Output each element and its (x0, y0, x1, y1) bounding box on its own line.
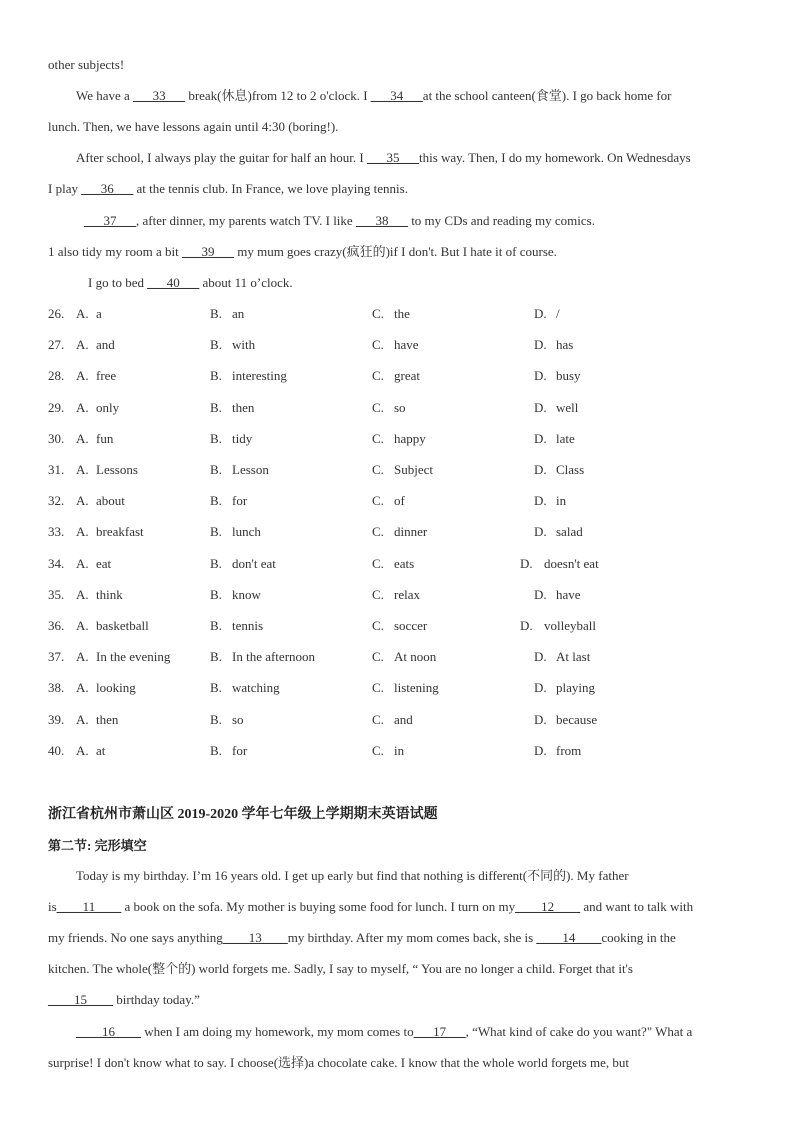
option-label: D. (534, 649, 547, 665)
option-label: B. (210, 524, 222, 540)
option-label: A. (76, 742, 89, 758)
option-label: C. (372, 586, 384, 602)
text-segment: 1 also tidy my room a bit (48, 244, 182, 259)
text-segment: to my CDs and reading my comics. (407, 213, 595, 228)
option-label: C. (372, 742, 384, 758)
option-label: C. (372, 368, 384, 384)
option-label: B. (210, 649, 222, 665)
option-c: dinner (394, 524, 428, 540)
question-number: 28. (48, 368, 65, 384)
option-label: B. (210, 618, 222, 633)
option-a: basketball (96, 618, 149, 633)
option-c: At noon (394, 649, 437, 665)
question-number: 40. (48, 742, 65, 758)
blank: ___38___ (355, 213, 408, 228)
text-segment: After school, I always play the guitar for half an hour. I (76, 150, 367, 165)
question-row (48, 587, 748, 603)
question-row (48, 649, 748, 665)
option-b: know (232, 586, 261, 602)
option-b: lunch (232, 524, 261, 540)
question-number: 29. (48, 399, 65, 415)
option-label: D. (520, 555, 533, 571)
option-a: Lessons (96, 462, 138, 477)
option-c: eats (394, 555, 415, 571)
text-line (48, 899, 693, 915)
option-label: D. (534, 462, 547, 477)
blank: ____14____ (536, 930, 602, 945)
option-label: A. (76, 680, 89, 696)
option-a: only (96, 399, 120, 415)
option-a: In the evening (96, 649, 171, 665)
text-line (76, 150, 691, 166)
option-b: so (232, 711, 244, 727)
blank: ___39___ (181, 244, 234, 259)
question-number: 33. (48, 524, 65, 540)
text-segment: about 11 o’clock. (199, 275, 293, 290)
question-number: 26. (48, 306, 65, 321)
blank: ____16____ (76, 1024, 141, 1039)
option-a: free (96, 368, 117, 384)
option-label: D. (534, 586, 547, 602)
text-line (76, 88, 672, 104)
option-b: tennis (232, 618, 264, 633)
option-label: D. (534, 430, 547, 446)
question-row (48, 306, 748, 322)
option-label: D. (534, 524, 547, 540)
option-a: eat (96, 555, 112, 571)
text-line (88, 275, 293, 291)
question-row (48, 400, 748, 416)
option-d: because (556, 711, 598, 727)
text-line (48, 930, 676, 946)
option-d: late (556, 430, 575, 446)
section-title: 浙江省杭州市萧山区 2019-2020 学年七年级上学期期末英语试题 (48, 807, 438, 822)
question-number: 31. (48, 462, 65, 477)
question-row (48, 618, 748, 634)
question-number: 27. (48, 337, 65, 353)
text-segment: when I am doing my homework, my mom comes to (141, 1024, 414, 1039)
text-line (48, 119, 338, 135)
blank: ___40___ (147, 275, 200, 290)
option-b: interesting (232, 368, 287, 384)
option-label: D. (534, 680, 547, 696)
option-label: B. (210, 742, 222, 758)
option-c: in (394, 742, 405, 758)
option-c: relax (394, 586, 420, 602)
option-c: Subject (394, 462, 433, 477)
option-d: Class (556, 462, 585, 477)
text-line (48, 57, 124, 73)
text-segment: I go to bed (88, 275, 148, 290)
option-label: A. (76, 555, 89, 571)
option-b: Lesson (232, 462, 269, 477)
option-label: C. (372, 555, 384, 571)
question-row (48, 431, 748, 447)
question-row (48, 680, 748, 696)
blank: ___36___ (81, 181, 134, 196)
option-b: then (232, 399, 255, 415)
question-number: 30. (48, 430, 65, 446)
option-label: B. (210, 493, 222, 509)
option-a: then (96, 711, 119, 727)
option-label: C. (372, 399, 384, 415)
text-segment: surprise! I don't know what to say. I choose(选择)a chocolate cake. I know that the whole world forgets me, but (48, 1055, 630, 1070)
option-label: A. (76, 649, 89, 665)
text-segment: my friends. No one says anything (48, 930, 223, 945)
option-a: fun (96, 430, 114, 446)
option-label: D. (520, 618, 533, 633)
text-line (76, 1024, 692, 1040)
text-segment: at the school canteen(食堂). I go back home for (422, 88, 672, 103)
option-d: volleyball (544, 618, 596, 633)
blank: ____12____ (515, 899, 581, 914)
question-number: 32. (48, 493, 65, 509)
blank: ___37___ (84, 213, 136, 228)
blank: ___17___ (413, 1024, 466, 1039)
option-d: well (556, 399, 579, 415)
option-d: have (556, 586, 581, 602)
option-label: A. (76, 711, 89, 727)
option-label: A. (76, 368, 89, 384)
option-label: A. (76, 462, 89, 477)
option-label: D. (534, 399, 547, 415)
option-a: think (96, 586, 123, 602)
option-label: A. (76, 337, 89, 353)
option-label: B. (210, 462, 222, 477)
option-label: B. (210, 555, 222, 571)
text-segment: birthday today.” (113, 992, 200, 1007)
section-subtitle: 第二节: 完形填空 (48, 838, 147, 853)
option-label: A. (76, 524, 89, 540)
blank: ___33___ (133, 88, 186, 103)
option-label: B. (210, 586, 222, 602)
option-a: about (96, 493, 125, 509)
option-a: looking (96, 680, 136, 696)
option-b: watching (232, 680, 280, 696)
text-segment: We have a (76, 88, 134, 103)
option-label: C. (372, 618, 384, 633)
option-label: D. (534, 337, 547, 353)
blank: ___35___ (366, 150, 419, 165)
option-c: have (394, 337, 419, 353)
option-label: D. (534, 493, 547, 509)
option-c: so (394, 399, 406, 415)
question-number: 38. (48, 680, 65, 696)
option-label: C. (372, 649, 384, 665)
option-label: B. (210, 368, 222, 384)
option-d: / (556, 306, 560, 321)
blank: ____11____ (56, 899, 122, 914)
option-a: and (96, 337, 115, 353)
option-label: A. (76, 399, 89, 415)
option-label: A. (76, 618, 89, 633)
option-label: B. (210, 711, 222, 727)
option-b: for (232, 493, 248, 509)
question-number: 37. (48, 649, 65, 665)
text-line (48, 1055, 629, 1071)
question-number: 34. (48, 555, 65, 571)
option-label: C. (372, 306, 384, 321)
option-a: at (96, 742, 106, 758)
option-b: In the afternoon (232, 649, 316, 665)
text-segment: my birthday. After my mom comes back, she is (287, 930, 537, 945)
option-label: C. (372, 337, 384, 353)
option-c: of (394, 493, 405, 509)
option-a: breakfast (96, 524, 144, 540)
option-label: B. (210, 680, 222, 696)
option-b: don't eat (232, 555, 276, 571)
option-label: C. (372, 524, 384, 540)
text-line (84, 213, 595, 229)
text-segment: at the tennis club. In France, we love playing tennis. (133, 181, 408, 196)
text-segment: my mum goes crazy(疯狂的)if I don't. But I hate it of course. (233, 244, 557, 259)
option-b: tidy (232, 430, 253, 446)
option-d: has (556, 337, 574, 353)
text-segment: lunch. Then, we have lessons again until 4:30 (boring!). (48, 119, 339, 134)
text-line (48, 244, 557, 260)
text-segment: , after dinner, my parents watch TV. I like (136, 213, 356, 228)
option-label: A. (76, 586, 89, 602)
question-number: 35. (48, 586, 65, 602)
question-number: 36. (48, 618, 65, 633)
option-d: doesn't eat (544, 555, 599, 571)
option-label: D. (534, 368, 547, 384)
option-d: At last (556, 649, 591, 665)
option-label: D. (534, 711, 547, 727)
text-segment: cooking in the (601, 930, 676, 945)
text-segment: a book on the sofa. My mother is buying some food for lunch. I turn on my (121, 899, 516, 914)
text-segment: , “What kind of cake do you want?" What a (465, 1024, 693, 1039)
text-segment: kitchen. The whole(整个的) world forgets me. Sadly, I say to myself, “ You are no longer a child. Forget that it's (48, 961, 633, 976)
blank: ____15____ (48, 992, 113, 1007)
question-row (48, 524, 748, 540)
text-segment: this way. Then, I do my homework. On Wednesdays (418, 150, 691, 165)
option-label: B. (210, 430, 222, 446)
question-row (48, 337, 748, 353)
question-row (48, 462, 748, 478)
text-segment: and want to talk with (580, 899, 694, 914)
blank: ____13____ (222, 930, 288, 945)
question-number: 39. (48, 711, 65, 727)
option-a: a (96, 306, 102, 321)
question-row (48, 368, 748, 384)
text-line (48, 992, 200, 1008)
option-label: C. (372, 462, 384, 477)
option-d: salad (556, 524, 583, 540)
option-label: A. (76, 306, 89, 321)
option-label: A. (76, 430, 89, 446)
option-label: C. (372, 680, 384, 696)
option-label: C. (372, 711, 384, 727)
option-c: great (394, 368, 420, 384)
option-label: B. (210, 306, 222, 321)
option-label: C. (372, 430, 384, 446)
option-c: the (394, 306, 410, 321)
question-row (48, 556, 748, 572)
option-c: soccer (394, 618, 428, 633)
option-b: for (232, 742, 248, 758)
question-row (48, 743, 748, 759)
question-row (48, 493, 748, 509)
option-label: B. (210, 337, 222, 353)
text-segment: other subjects! (48, 57, 125, 72)
option-b: an (232, 306, 245, 321)
blank: ___34___ (370, 88, 423, 103)
text-segment: I play (48, 181, 82, 196)
option-d: from (556, 742, 582, 758)
option-label: B. (210, 399, 222, 415)
option-b: with (232, 337, 256, 353)
option-d: in (556, 493, 567, 509)
option-d: playing (556, 680, 595, 696)
text-line (76, 868, 629, 884)
text-line (48, 961, 633, 977)
option-c: listening (394, 680, 439, 696)
text-segment: break(休息)from 12 to 2 o'clock. I (185, 88, 371, 103)
option-c: happy (394, 430, 426, 446)
option-label: A. (76, 493, 89, 509)
text-segment: is (48, 899, 57, 914)
option-c: and (394, 711, 413, 727)
text-line (48, 181, 408, 197)
question-row (48, 712, 748, 728)
option-d: busy (556, 368, 581, 384)
option-label: D. (534, 742, 547, 758)
text-segment: Today is my birthday. I’m 16 years old. I get up early but find that nothing is different(不同的). My father (76, 868, 629, 883)
option-label: C. (372, 493, 384, 509)
option-label: D. (534, 306, 547, 321)
